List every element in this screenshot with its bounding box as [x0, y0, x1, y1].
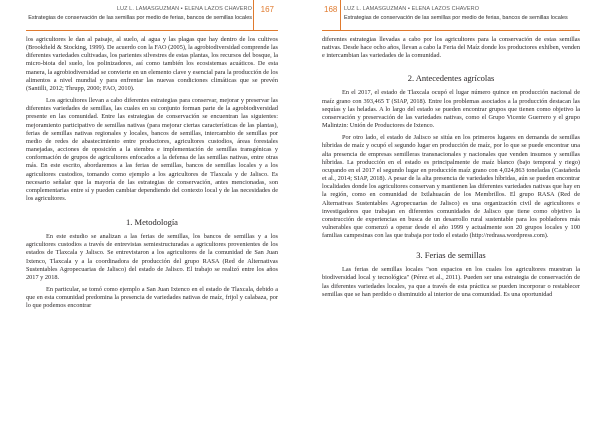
left-paragraph-4: En particular, se tomó como ejemplo a San Juan Ixtenco en el estado de Tlaxcala, debido a que en esta comunidad predomina la presencia de variedades nativas de maíz, frijol y calabaza, por lo que podemos encontrar [26, 286, 278, 310]
right-page [300, 0, 600, 440]
right-running-header [322, 0, 580, 31]
right-header-title: Estrategias de conservación de las semillas por medio de ferias, bancos de semillas locales [344, 15, 568, 21]
section-heading-seed-fairs: 3. Ferias de semillas [416, 250, 486, 261]
section-heading-methodology: 1. Metodología [126, 217, 178, 228]
left-page-number: 167 [260, 5, 274, 14]
right-header-authors: LUZ L. LAMASGUZMAN ▪ ELENA LAZOS CHAVERO [344, 6, 480, 12]
left-paragraph-2: Los agricultores llevan a cabo diferentes estrategias para conservar, mejorar y preservar las diferentes variedades de semillas, las cuales en su conjunto forman parte de la agrobiodiversidad presente en las comunidad. Entre las estrategias de conservación se encuentran las siguientes: mejoramiento participativo de semillas nativas (para mejorar ciertas características de las plantas), ferias de semillas nativas regionales y locales, bancos de semillas, intercambio de semillas por medio de redes de abastecimiento entre productores, agricultores custodios, áreas forestales manejadas, acciones de oposición a la siembra e implementación de semillas transgénicas y conformación de grupos de agricultores enfocados a la defensa de las semillas nativas, entre otras más. En este escrito, abordaremos a las ferias de semillas, bancos de semillas locales y a los agricultores custodios, tomando como ejemplo a los agricultores de Tlaxcala y de Jalisco. Es necesario señalar que la mayoría de las estrategias de conservación, antes mencionadas, son complementarias entre sí y pueden cambiar dependiendo del contexto local y de las necesidades de los agricultores. [26, 97, 278, 202]
right-paragraph-2: En el 2017, el estado de Tlaxcala ocupó el lugar número quince en producción nacional de maíz grano con 393,465 T (SIAP, 2018). Entre los problemas asociados a la producción destacan las sequías y las heladas. A lo largo del estado se pueden encontrar grupos que tienen como objetivo la conservación y preservación de las variedades nativas, como el Grupo Vicente Guerrero y el grupo Malintzin: Unión de Productores de Ixtenco. [322, 89, 580, 130]
right-header-divider [340, 0, 341, 30]
section-heading-background: 2. Antecedentes agrícolas [407, 73, 495, 84]
right-paragraph-1: diferentes estrategias llevadas a cabo por los agricultores para la conservación de estas semillas nativas. Desde hace ocho años, llevan a cabo la Feria del Maíz donde los productores exhiben, venden e intercambian las variedades de la comunidad. [322, 36, 580, 60]
left-header-authors: LUZ L. LAMASGUZMAN ▪ ELENA LAZOS CHAVERO [116, 6, 252, 12]
left-header-divider [253, 0, 254, 30]
right-paragraph-4: Las ferias de semillas locales "son espacios en los cuales los agricultores muestran la biodiversidad local y tecnológica" (Pérez et al., 2011). Pueden ser una estrategia de conservación de las diferentes variedades locales, ya que a través de esta práctica se pueden incorporar o restablecer semillas que se han perdido o disminuido al interior de una comunidad. Es una oportunidad [322, 266, 580, 298]
left-paragraph-3: En este estudio se analizan a las ferias de semillas, los bancos de semillas y a los agricultores custodios a través de entrevistas semiestructuradas a agricultores provenientes de los estados de Tlaxcala y Jalisco. Se entrevistaron a los agricultores de la comunidad de San Juan Ixtenco, Tlaxcala y a la coordinadora de producción del grupo RASA (Red de Alternativas Sustentables Agropecuarias de Jalisco) del estado de Jalisco. El trabajo se realizó entre los años 2017 y 2018. [26, 233, 278, 281]
left-paragraph-1: los agricultores le dan al paisaje, al suelo, al agua y las plagas que hay dentro de los cultivos (Brookfield & Stocking, 1999). De acuerdo con la FAO (2005), la agrobiodiversidad comprende las diferentes variedades cultivadas, los parientes silvestres de estas plantas, los recursos del bosque, la micro-biota del suelo, los polinizadores, así como también los ecosistemas acuáticos. De esta manera, la agrobiodiversidad se convierte en un elemento clave y esencial para la producción de los alimentos a nivel mundial y para enfrentar las nuevas condiciones climáticas que se prevén (Santilli, 2012; Thrupp, 2000; FAO, 2010). [26, 36, 278, 92]
left-running-header [26, 0, 278, 31]
right-page-number: 168 [324, 5, 338, 14]
right-paragraph-3: Por otro lado, el estado de Jalisco se sitúa en los primeros lugares en demanda de semillas híbridas de maíz y ocupó el segundo lugar en producción de maíz, por lo que se puede encontrar una alta presencia de empresas semilleras transnacionales y nacionales que venden insumos y semillas híbridas. La producción en el estado es principalmente de maíz blanco (bajo temporal y riego) ocupando en el 2017 el segundo lugar en producción maíz grano con 4,024,863 toneladas (Castañeda et al., 2014; SIAP, 2018). A pesar de la alta presencia de variedades híbridas, aún se pueden encontrar localidades donde los agricultores conservan y mantienen las diferentes variedades nativas que hay en la región, como en comunidad de Ixtlahuacán de los Membrillos. El grupo RASA (Red de Alternativas Sustentables Agropecuarias de Jalisco) es una organización civil de agricultores e investigadores que trabajan en diferentes comunidades de Jalisco que tiene como objetivo la construcción de experiencias en busca de un desarrollo rural sustentable para los pobladores más vulnerables que comenzó a operar desde el año 1999 y actualmente son 20 grupos locales y 100 familias campesinas con las que trabaja por todo el estado (http://redrasa.wordpress.com). [322, 134, 580, 240]
left-header-title: Estrategias de conservación de las semillas por medio de ferias, bancos de semillas locales [28, 15, 252, 21]
